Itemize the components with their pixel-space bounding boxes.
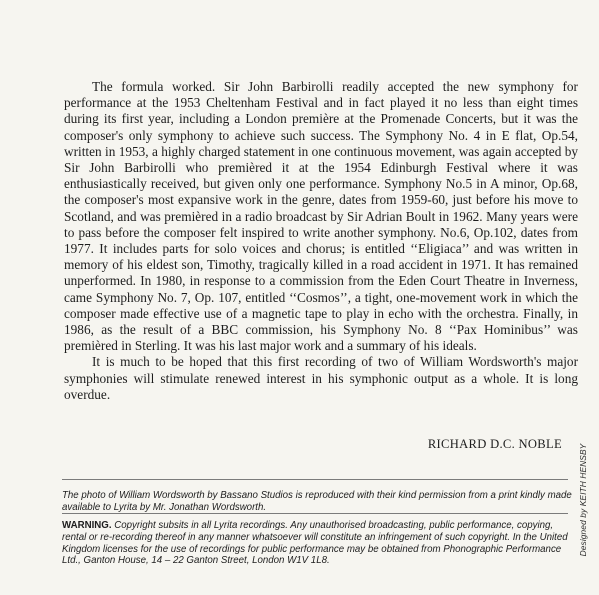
warning-label: WARNING. [62, 520, 112, 531]
divider-bottom [62, 513, 568, 514]
essay-paragraph-1: The formula worked. Sir John Barbirolli readily accepted the new symphony for performance at the 1953 Cheltenham Festival and in fact played it no less than eight times during its first year, including a London première at the Promenade Concerts, but it was the composer's only symphony to achieve such success. The Symphony No. 4 in E flat, Op.54, written in 1953, a highly charged statement in one continuous movement, was again accepted by Sir John Barbirolli who premièred it at the 1954 Edinburgh Festival where it was enthusiastically received, but given only one performance. Symphony No.5 in A minor, Op.68, the composer's most expansive work in the genre, dates from 1959-60, just before his move to Scotland, and was premièred in a radio broadcast by Sir Adrian Boult in 1962. Many years were to pass before the composer felt inspired to write another symphony. No.6, Op.102, dates from 1977. It includes parts for solo voices and chorus; is entitled ‘‘Eligiaca’’ and was written in memory of his eldest son, Timothy, tragically killed in a road accident in 1971. It has remained unperformed. In 1980, in response to a commission from the Eden Court Theatre in Inverness, came Symphony No. 7, Op. 107, entitled ‘‘Cosmos’’, a tight, one-movement work in which the composer made effective use of a magnetic tape to play in echo with the orchestra. Finally, in 1986, as the result of a BBC commission, his Symphony No. 8 ‘‘Pax Hominibus’’ was premièred in Sterling. It was his last major work and a summary of his ideals. [64, 79, 578, 354]
essay-body [64, 79, 578, 403]
photo-credit: The photo of William Wordsworth by Bassano Studios is reproduced with their kind permission from a print kindly made available to Lyrita by Mr. Jonathan Wordsworth. [62, 490, 572, 513]
warning-text: Copyright subsits in all Lyrita recordings. Any unauthorised broadcasting, public performance, copying, rental or re-recording thereof in any manner whatsoever will constitute an infringement of such copyright. In the United Kingdom licenses for the use of recordings for public performance may be obtained from Phonographic Performance Ltd., Ganton House, 14 – 22 Ganton Street, London W1V 1L8. [62, 520, 568, 567]
copyright-warning [62, 520, 574, 567]
author-signature: RICHARD D.C. NOBLE [427, 437, 562, 451]
essay-paragraph-2: It is much to be hoped that this first recording of two of William Wordsworth's major symphonies will stimulate renewed interest in his symphonic output as a whole. It is long overdue. [64, 354, 578, 402]
divider-top [62, 479, 568, 480]
design-credit: Designed by KEITH HENSBY [578, 443, 588, 557]
